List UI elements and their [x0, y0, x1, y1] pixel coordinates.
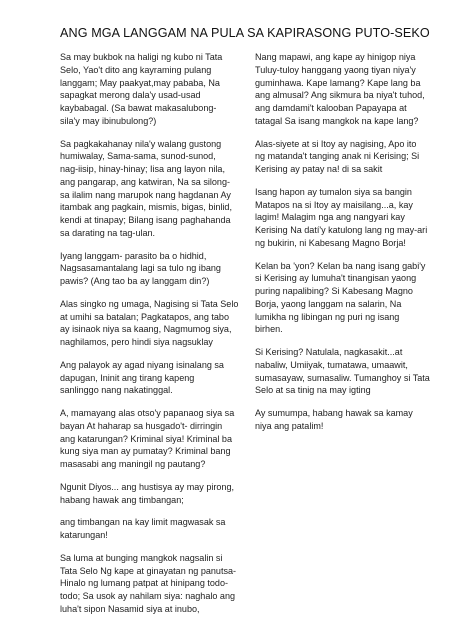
stanza-line: Si Kerising? Natulala, nagkasakit...at [255, 347, 403, 357]
stanza-line: itambak ang pagkain, mismis, bigas, binlid, [60, 202, 232, 213]
stanza-line: birhen. [255, 324, 283, 335]
stanza-line: Nagsasamantalang lagi sa tulo ng ibang [60, 263, 221, 274]
stanza-line: Matapos na si Itoy ay maisilang...a, kay [255, 199, 413, 210]
stanza-line: guminhawa. Kape lamang? Kape lang ba [255, 77, 421, 88]
stanza-line: kung siya man ay pumatay? Kriminal bang [60, 446, 231, 457]
stanza-line: Alas-siyete at si Itoy ay nagising, Apo ito [255, 138, 417, 149]
stanza-line: ng bukirin, ni Kabesang Magno Borja! [255, 237, 406, 248]
stanza-line: Kerising ay patay na! di sa sakit [255, 164, 383, 174]
stanza [60, 359, 228, 397]
stanza [60, 552, 237, 616]
stanza-line: Hinalo ng lumang patpat at hinipang todo- [60, 578, 228, 589]
stanza-line: Sa luma at bunging mangkok nagsalin si [60, 552, 223, 563]
stanza-line: Kelan ba 'yon? Kelan ba nang isang gabi'y [255, 260, 426, 271]
stanza-line: Isang hapon ay tumalon siya sa bangin [255, 186, 412, 197]
stanza [60, 407, 235, 471]
stanza-line: ang timbangan na kay limit magwasak sa [60, 517, 226, 528]
stanza-line: masasabi ang maningil ng pautang? [60, 459, 206, 469]
stanza-line: sa darating na tag-ulan. [60, 227, 156, 238]
stanza-line: Sa may bukbok na haligi ng kubo ni Tata [60, 52, 223, 62]
stanza-line: lagim! Malagim nga ang nangyari kay [255, 212, 405, 223]
stanza [255, 260, 425, 337]
stanza-line: ang damdami't kalooban Papayapa at [255, 103, 407, 113]
stanza [60, 51, 228, 128]
stanza-line: bayan At haharap sa husgado't- dirringin [60, 420, 223, 431]
stanza [60, 298, 239, 349]
stanza [60, 481, 234, 507]
stanza-line: sumasayaw, sumasaliw. Tumanghoy si Tata [255, 372, 430, 383]
stanza-line: Iyang langgam- parasito ba o hidhid, [60, 250, 207, 261]
left-column [60, 51, 239, 626]
right-column [255, 51, 430, 626]
stanza [255, 138, 425, 176]
stanza-line: niya ang patalim! [255, 420, 324, 431]
stanza-line: ay isinaok niya sa kaang, Nagmumog siya, [60, 324, 232, 335]
poem-columns [60, 51, 440, 626]
stanza-line: Tata Selo Ng kape at ginayatan ng panutsa- [60, 565, 237, 576]
stanza-line: sila'y may ibinubulong?) [60, 115, 157, 126]
stanza-line: Selo at sa tinig na may igting [255, 385, 371, 396]
stanza-line: habang hawak ang timbangan; [60, 494, 184, 505]
stanza-line: humiwalay, Sama-sama, sunod-sunod, [60, 151, 216, 162]
stanza-line: ng matanda't tanging anak ni Kerising; Si [255, 151, 420, 162]
stanza-line: A, mamayang alas otso'y papanaog siya sa [60, 408, 235, 418]
stanza [255, 346, 430, 397]
stanza-line: luha't sipon Nasamid siya at inubo, [60, 603, 200, 614]
poem-title: ANG MGA LANGGAM NA PULA SA KAPIRASONG PUTO-SEKO [60, 26, 430, 40]
stanza-line: langgam; May paakyat,may pababa, Na [60, 77, 220, 88]
stanza-line: Borja, yaong langgam na salarin, Na [255, 298, 402, 309]
stanza [60, 250, 228, 288]
stanza [60, 516, 228, 542]
stanza-line: puring napalibing? Si Kabesang Magno [255, 286, 413, 296]
stanza-line: dapugan, Ininit ang tirang kapeng [60, 372, 195, 383]
stanza-line: todo; Sa usok ay nahilam siya: naghalo ang [60, 591, 236, 601]
stanza [60, 138, 232, 240]
stanza-line: tatagal Sa isang mangkok na kape lang? [255, 115, 419, 126]
stanza-line: at umihi sa batalan; Pagkatapos, ang tabo [60, 311, 229, 322]
stanza-line: Ay sumumpa, habang hawak sa kamay [255, 408, 413, 418]
stanza-line: Ngunit Diyos... ang hustisya ay may pirong, [60, 481, 234, 492]
stanza-line: kendi at tinapay; Bilang isang paghahanda [60, 215, 231, 225]
stanza [255, 186, 428, 250]
stanza [255, 51, 425, 128]
stanza-line: sanlinggo nang nakatinggal. [60, 385, 173, 396]
stanza-line: katarungan! [60, 530, 108, 540]
stanza-line: ang katarungan? Kriminal siya! Kriminal ba [60, 433, 232, 444]
stanza-line: Selo, Yao't dito ang kayraming pulang [60, 64, 212, 75]
stanza-line: ang pangarap, ang katwiran, Na sa silong- [60, 176, 230, 187]
stanza-line: sapagkat merong dala'y usad-usad [60, 90, 201, 101]
stanza-line: Kerising Na datí'y katulong lang ng may-ari [255, 225, 428, 235]
stanza-line: kaybabagal. (Sa bawat makasalubong- [60, 103, 217, 113]
stanza-line: sa ilalim nang marupok nang hagdanan Ay [60, 189, 231, 200]
stanza-line: Alas singko ng umaga, Nagising si Tata Selo [60, 298, 239, 309]
stanza-line: Tuluy-tuloy hanggang yaong tiyan niya'y [255, 64, 416, 75]
stanza [255, 407, 425, 433]
stanza-line: si Kerising ay lumuha't tinangisan yaong [255, 273, 417, 284]
stanza-line: lumikha ng libingan ng puri ng isang [255, 311, 400, 322]
stanza-line: Sa pagkakahanay nila'y walang gustong [60, 138, 222, 149]
stanza-line: naghilamos, pero hindi siya nagsuklay [60, 337, 213, 347]
stanza-line: nag-iisip, hinay-hinay; Iisa ang layon nila, [60, 164, 225, 174]
stanza-line: nabaliw, Umiiyak, tumatawa, umaawit, [255, 359, 408, 370]
stanza-line: pawis? (Ang tao ba ay langgam din?) [60, 276, 210, 286]
stanza-line: Ang palayok ay agad niyang isinalang sa [60, 359, 224, 370]
stanza-line: Nang mapawi, ang kape ay hinigop niya [255, 52, 416, 62]
stanza-line: ang almusal? Ang sikmura ba niya't tuhod, [255, 90, 425, 101]
